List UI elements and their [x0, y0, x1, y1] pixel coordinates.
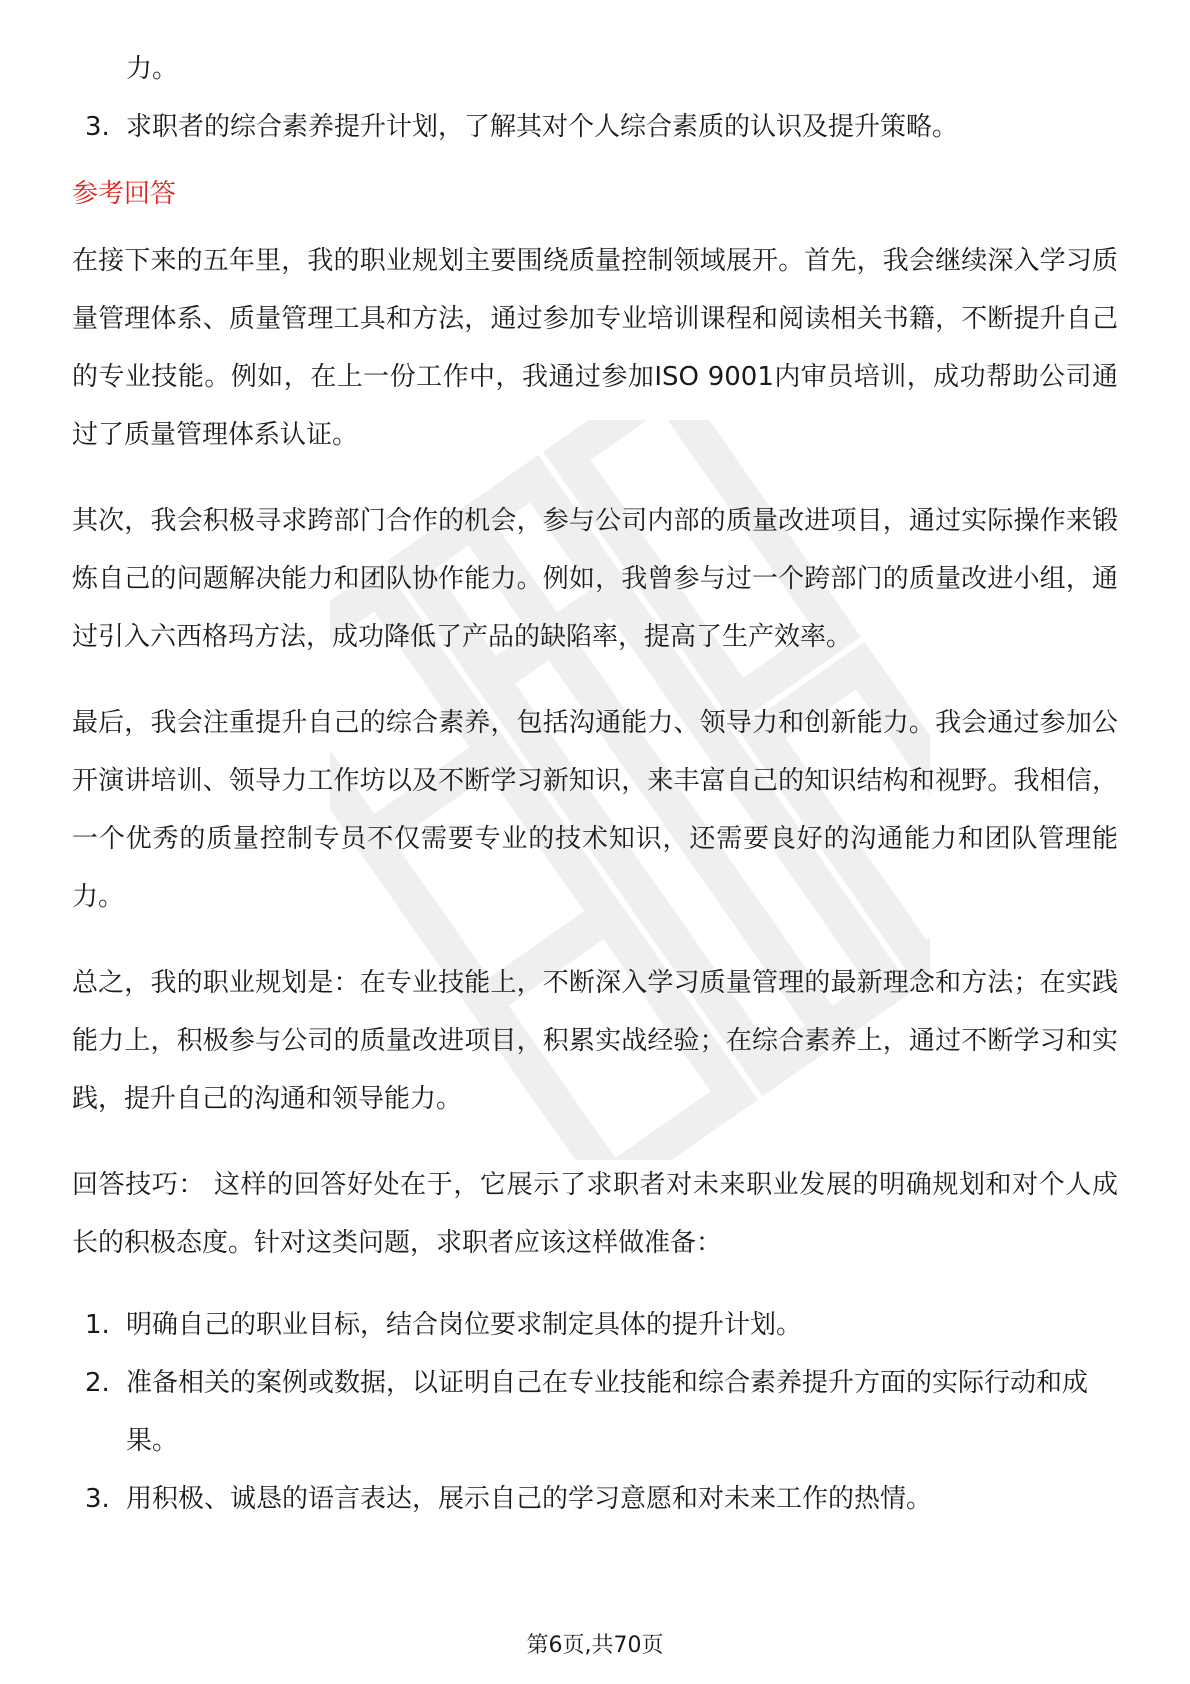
answer-paragraph: 总之，我的职业规划是：在专业技能上，不断深入学习质量管理的最新理念和方法；在实践能力上，积极参与公司的质量改进项目，积累实战经验；在综合素养上，通过不断学习和实践，提升自己的沟通和领导能力。 [72, 968, 1118, 1114]
requirements-list [72, 98, 1118, 156]
list-item-text: 准备相关的案例或数据，以证明自己在专业技能和综合素养提升方面的实际行动和成果。 [126, 1368, 1089, 1456]
tips-list [72, 1296, 1118, 1528]
page-number-footer: 第6页,共70页 [526, 1633, 664, 1658]
list-item [72, 98, 1118, 156]
list-number: 2. [85, 1368, 110, 1398]
section-heading: 参考回答 [72, 179, 177, 209]
list-item [72, 1296, 1118, 1354]
answer-paragraph: 在接下来的五年里，我的职业规划主要围绕质量控制领域展开。首先，我会继续深入学习质量管理体系、质量管理工具和方法，通过参加专业培训课程和阅读相关书籍，不断提升自己的专业技能。例如，在上一份工作中，我通过参加ISO 9001内审员培训，成功帮助公司通过了质量管理体系认证。 [72, 246, 1118, 450]
list-item-text: 明确自己的职业目标，结合岗位要求制定具体的提升计划。 [126, 1310, 803, 1340]
list-item [72, 1354, 1118, 1470]
page-content [72, 40, 1118, 1528]
answer-paragraph: 其次，我会积极寻求跨部门合作的机会，参与公司内部的质量改进项目，通过实际操作来锻炼自己的问题解决能力和团队协作能力。例如，我曾参与过一个跨部门的质量改进小组，通过引入六西格玛方法，成功降低了产品的缺陷率，提高了生产效率。 [72, 506, 1118, 652]
list-item-continuation: 力。 [126, 54, 179, 84]
list-item-text: 求职者的综合素养提升计划，了解其对个人综合素质的认识及提升策略。 [126, 112, 959, 142]
answer-paragraph: 最后，我会注重提升自己的综合素养，包括沟通能力、领导力和创新能力。我会通过参加公开演讲培训、领导力工作坊以及不断学习新知识，来丰富自己的知识结构和视野。我相信，一个优秀的质量控制专员不仅需要专业的技术知识，还需要良好的沟通能力和团队管理能力。 [72, 708, 1118, 912]
list-number: 3. [85, 112, 110, 142]
list-item-text: 用积极、诚恳的语言表达，展示自己的学习意愿和对未来工作的热情。 [126, 1484, 933, 1514]
list-number: 1. [85, 1310, 110, 1340]
list-item [72, 1470, 1118, 1528]
list-number: 3. [85, 1484, 110, 1514]
tips-intro-paragraph: 回答技巧： 这样的回答好处在于，它展示了求职者对未来职业发展的明确规划和对个人成长的积极态度。针对这类问题，求职者应该这样做准备： [72, 1170, 1118, 1258]
